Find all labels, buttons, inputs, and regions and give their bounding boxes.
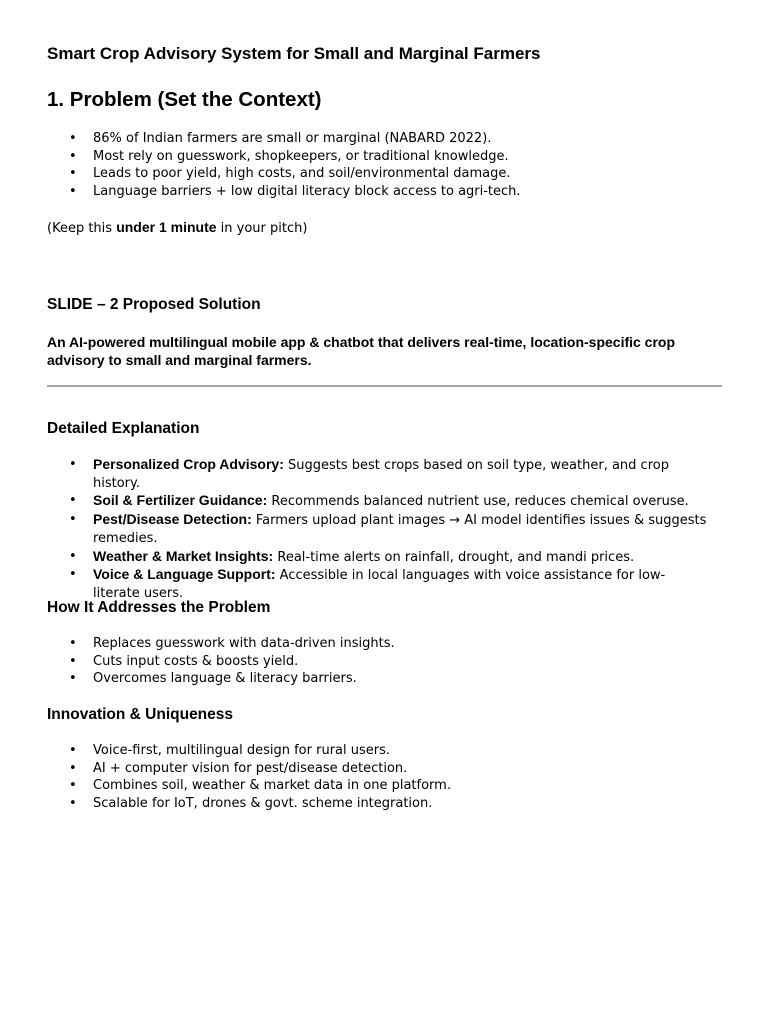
list-item-text: Replaces guesswork with data-driven insights.	[93, 636, 395, 651]
list-item	[47, 548, 707, 567]
list-item-text: Combines soil, weather & market data in one platform.	[93, 778, 451, 794]
bullet-icon: •	[69, 512, 77, 528]
pitch-note	[47, 219, 307, 236]
bullet-icon: •	[69, 567, 77, 583]
list-item-text: Leads to poor yield, high costs, and soil/environmental damage.	[93, 166, 511, 182]
list-item-label: Weather & Market Insights:	[93, 547, 274, 564]
bullet-icon: •	[69, 796, 77, 812]
addresses-problem-heading: How It Addresses the Problem	[47, 599, 271, 616]
detailed-explanation-heading: Detailed Explanation	[47, 420, 200, 437]
list-item	[47, 742, 707, 760]
bullet-icon: •	[69, 778, 77, 794]
innovation-heading: Innovation & Uniqueness	[47, 706, 234, 723]
problem-list	[47, 130, 707, 201]
slide2-heading: SLIDE – 2 Proposed Solution	[47, 296, 261, 313]
bullet-icon: •	[69, 671, 77, 687]
list-item-text: Real-time alerts on rainfall, drought, and mandi prices.	[273, 549, 635, 565]
addresses-problem-list	[47, 635, 707, 688]
list-item-label: Personalized Crop Advisory:	[93, 456, 284, 472]
list-item-text: Recommends balanced nutrient use, reduces chemical overuse.	[267, 494, 689, 510]
list-item	[47, 653, 707, 671]
bullet-icon: •	[69, 457, 77, 472]
list-item-text: Voice-first, multilingual design for rural users.	[93, 743, 391, 758]
pitch-note-bold: under 1 minute	[116, 219, 217, 235]
list-item	[47, 777, 707, 795]
list-item	[47, 635, 707, 653]
list-item	[47, 511, 707, 547]
innovation-list	[47, 742, 707, 813]
list-item	[47, 492, 707, 511]
pitch-note-before: (Keep this	[47, 221, 117, 236]
bullet-icon: •	[69, 166, 77, 182]
list-item-label: Soil & Fertilizer Guidance:	[93, 492, 268, 509]
solution-tagline: An AI-powered multilingual mobile app & chatbot that delivers real-time, location-specific crop advisory to small and marginal farmers.	[47, 334, 676, 368]
list-item	[47, 760, 707, 778]
list-item	[47, 456, 707, 492]
bullet-icon: •	[69, 760, 77, 776]
bullet-icon: •	[69, 148, 77, 164]
document-title: Smart Crop Advisory System for Small and Marginal Farmers	[47, 44, 541, 63]
problem-heading: 1. Problem (Set the Context)	[47, 88, 322, 111]
list-item-text: 86% of Indian farmers are small or marginal (NABARD 2022).	[93, 131, 492, 146]
list-item-text: Scalable for IoT, drones & govt. scheme integration.	[93, 796, 433, 812]
list-item	[47, 795, 707, 813]
list-item-text: Suggests best crops based on soil type, weather, and crop history.	[93, 458, 669, 491]
list-item	[47, 130, 707, 148]
list-item	[47, 670, 707, 688]
list-item	[47, 566, 707, 602]
list-item-text: Accessible in local languages with voice assistance for low-literate users.	[93, 568, 666, 601]
section-divider	[47, 385, 722, 387]
list-item-text: Cuts input costs & boosts yield.	[93, 653, 299, 669]
bullet-icon: •	[69, 653, 77, 669]
list-item-text: Language barriers + low digital literacy block access to agri-tech.	[93, 184, 521, 200]
list-item	[47, 148, 707, 166]
list-item-text: Farmers upload plant images → AI model identifies issues & suggests remedies.	[93, 513, 707, 546]
list-item-text: Most rely on guesswork, shopkeepers, or traditional knowledge.	[93, 148, 509, 164]
bullet-icon: •	[69, 184, 77, 200]
list-item-label: Pest/Disease Detection:	[93, 511, 252, 528]
bullet-icon: •	[69, 131, 77, 146]
list-item-text: Overcomes language & literacy barriers.	[93, 671, 357, 687]
list-item-text: AI + computer vision for pest/disease detection.	[93, 760, 408, 776]
bullet-icon: •	[69, 636, 77, 651]
bullet-icon: •	[69, 743, 77, 758]
detailed-explanation-list	[47, 456, 707, 603]
list-item	[47, 165, 707, 183]
list-item	[47, 183, 707, 201]
bullet-icon: •	[69, 548, 77, 564]
pitch-note-after: in your pitch)	[216, 221, 308, 236]
bullet-icon: •	[69, 493, 77, 509]
list-item-label: Voice & Language Support:	[93, 566, 276, 583]
